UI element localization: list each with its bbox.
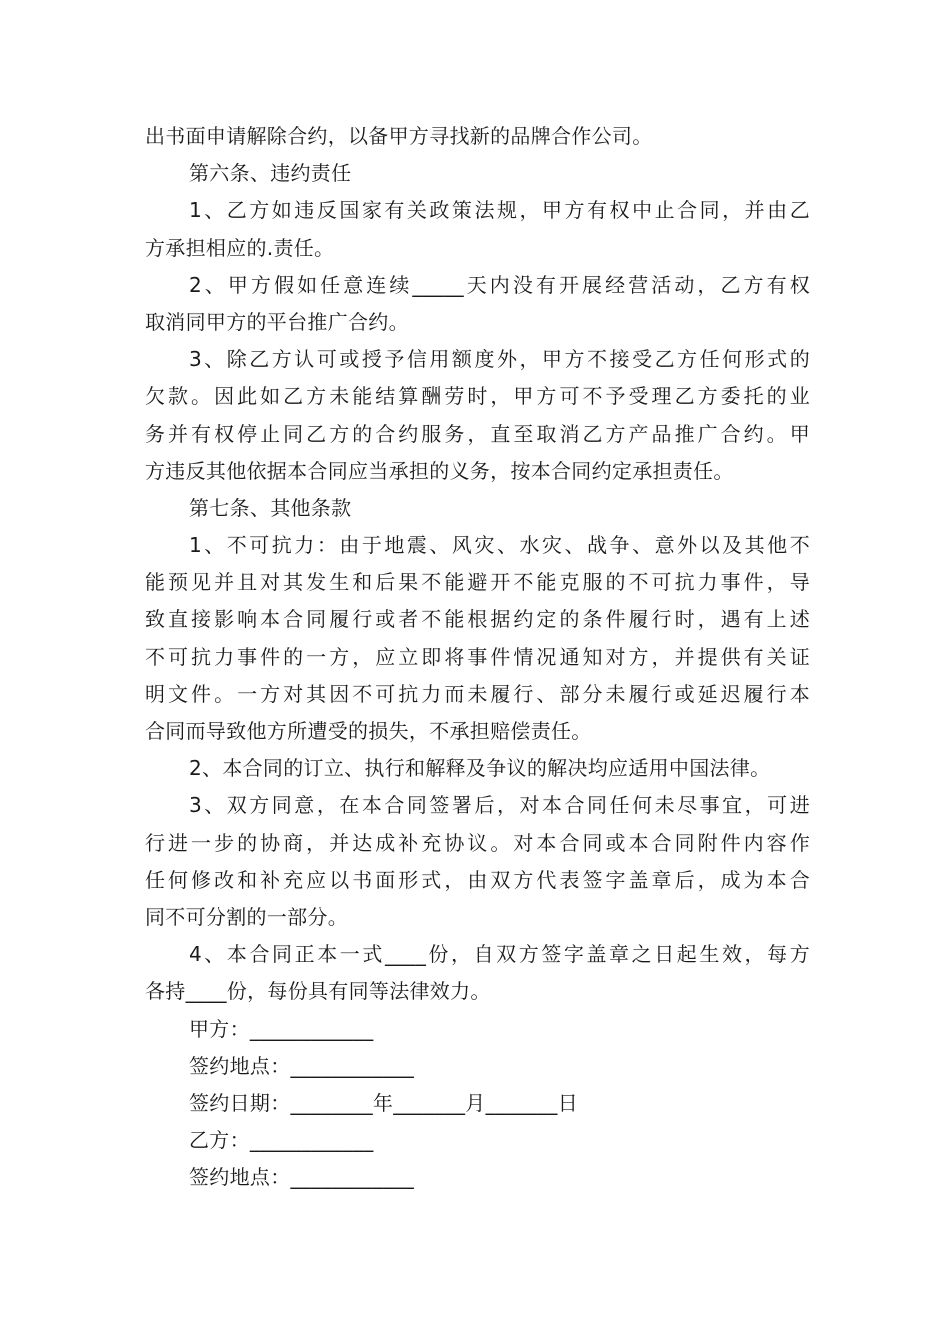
text-line: 合同而导致他方所遭受的损失，不承担赔偿责任。 [145, 719, 592, 743]
text-line: 2、甲方假如任意连续_____天内没有开展经营活动，乙方有权 [189, 272, 810, 297]
section-heading: 第七条、其他条款 [189, 495, 352, 520]
party-b-signature-line: 乙方：____________ [189, 1128, 374, 1153]
text-line: 方违反其他依据本合同应当承担的义务，按本合同约定承担责任。 [145, 458, 734, 483]
text-line: 行进一步的协商，并达成补充协议。对本合同或本合同附件内容作 [145, 830, 810, 855]
text-line: 不可抗力事件的一方，应立即将事件情况通知对方，并提供有关证 [145, 644, 810, 669]
text-line: 任何修改和补充应以书面形式，由双方代表签字盖章后，成为本合 [145, 867, 810, 892]
text-line: 1、不可抗力：由于地震、风灾、水灾、战争、意外以及其他不 [189, 533, 810, 558]
contract-body [145, 118, 810, 1196]
text-line: 能预见并且对其发生和后果不能避开不能克服的不可抗力事件，导 [145, 570, 810, 595]
text-line: 2、本合同的订立、执行和解释及争议的解决均应适用中国法律。 [189, 756, 771, 781]
text-line: 取消同甲方的平台推广合约。 [145, 309, 409, 334]
text-line: 3、除乙方认可或授予信用额度外，甲方不接受乙方任何形式的 [189, 347, 810, 372]
text-line: 欠款。因此如乙方未能结算酬劳时，甲方可不予受理乙方委托的业 [145, 384, 810, 409]
text-line: 3、双方同意，在本合同签署后，对本合同任何未尽事宜，可进 [189, 793, 810, 818]
text-line: 明文件。一方对其因不可抗力而未履行、部分未履行或延迟履行本 [145, 681, 810, 706]
signing-date-line: 签约日期：________年_______月_______日 [189, 1090, 578, 1115]
text-line: 务并有权停止同乙方的合约服务，直至取消乙方产品推广合约。甲 [145, 421, 810, 446]
text-line: 1、乙方如违反国家有关政策法规，甲方有权中止合同，并由乙 [189, 198, 810, 223]
text-line: 出书面申请解除合约，以备甲方寻找新的品牌合作公司。 [145, 124, 653, 148]
text-line: 同不可分割的一部分。 [145, 904, 348, 929]
text-line: 4、本合同正本一式____份，自双方签字盖章之日起生效，每方 [189, 942, 810, 967]
signing-location-line: 签约地点：____________ [189, 1053, 415, 1078]
text-line: 方承担相应的.责任。 [145, 235, 335, 260]
text-line: 各持____份，每份具有同等法律效力。 [145, 979, 491, 1004]
section-heading: 第六条、违约责任 [189, 161, 352, 186]
signing-location-line: 签约地点：____________ [189, 1165, 415, 1190]
text-line: 致直接影响本合同履行或者不能根据约定的条件履行时，遇有上述 [145, 607, 810, 632]
party-a-signature-line: 甲方：____________ [189, 1016, 374, 1041]
